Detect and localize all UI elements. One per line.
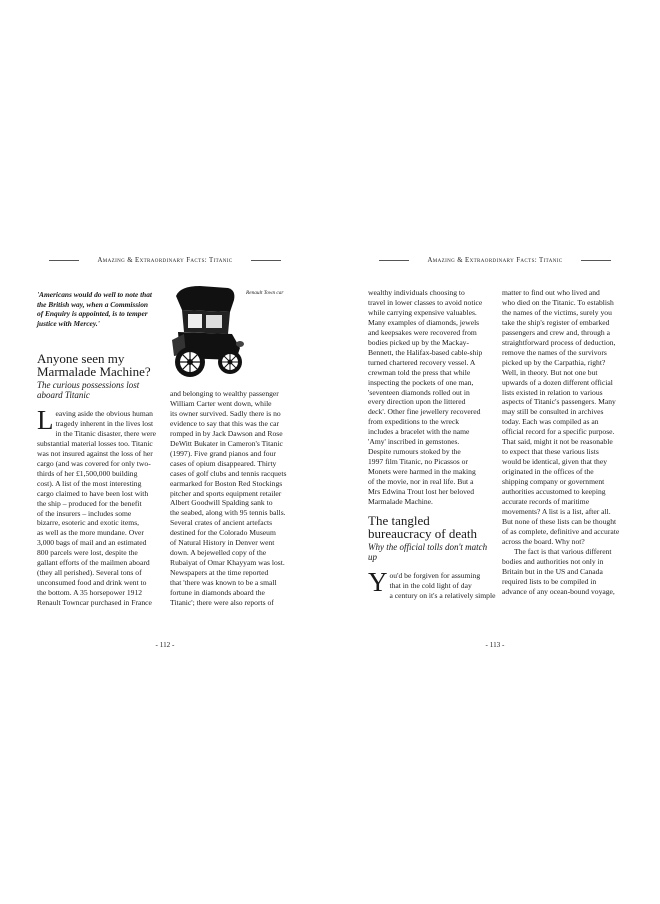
- text-line: matter to find out who lived and: [502, 288, 600, 297]
- text-line: was not insured against the loss of her: [37, 448, 153, 458]
- right-page: [330, 0, 660, 904]
- text-line: today. Each was compiled as an: [502, 417, 599, 427]
- text-line: destined for the Colorado Museum: [170, 528, 276, 538]
- text-line: earmarked for Boston Red Stockings: [170, 478, 283, 488]
- text-line: advance of any ocean-bound voyage,: [502, 586, 615, 596]
- text-line: that in the cold light of day: [389, 580, 472, 590]
- text-line: romped in by Jack Dawson and Rose: [170, 428, 283, 438]
- left-column-1: [37, 405, 162, 608]
- section-title: Anyone seen my Marmalade Machine?: [37, 351, 151, 379]
- text-line: unconsumed food and drink went to: [37, 578, 147, 588]
- text-line: the bottom. A 35 horsepower 1912: [37, 588, 143, 598]
- text-line: authorities accustomed to keeping: [502, 487, 606, 497]
- text-line: its owner survived. Sadly there is no: [170, 408, 281, 418]
- image-caption: Renault Town car: [246, 290, 284, 296]
- text-line: picked up by the Carpathia, right?: [502, 357, 606, 367]
- page-number: - 113 -: [485, 641, 505, 649]
- text-line: upwards of a dozen different official: [502, 377, 613, 387]
- text-line: Albert Goodwill Spalding sank to: [170, 498, 273, 508]
- text-line: shipping company or government: [502, 477, 605, 487]
- dropcap: Y: [368, 566, 388, 597]
- text-line: substantial material losses too. Titanic: [37, 438, 153, 448]
- text-line: take the ship's register of embarked: [502, 317, 610, 327]
- text-line: as well as the more mundane. Over: [37, 528, 144, 538]
- text-line: that 'there was known to be a small: [170, 578, 277, 588]
- text-line: of the insurers – includes some: [37, 508, 132, 518]
- text-line: the seabed, along with 95 tennis balls.: [170, 508, 286, 518]
- text-line: crewman told the press that while: [368, 367, 471, 377]
- text-line: William Carter went down, while: [170, 398, 272, 408]
- text-line: turned chartered recovery vessel. A: [368, 357, 476, 367]
- text-line: 'seventeen diamonds rolled out in: [368, 387, 470, 397]
- right-column-1: [368, 288, 496, 601]
- text-line: Rubaiyat of Omar Khayyam was lost.: [170, 558, 285, 568]
- text-line: and keepsakes were recovered from: [368, 327, 477, 337]
- text-line: (they all perished). Several tons of: [37, 568, 142, 578]
- text-line: of the movie, nor in real life. But a: [368, 477, 474, 487]
- text-line: Several crates of ancient artefacts: [170, 518, 273, 528]
- text-line: cargo (and was covered for only two-: [37, 458, 151, 468]
- text-line: eaving aside the obvious human: [55, 409, 153, 418]
- text-line: of as complete, definitive and accurate: [502, 526, 620, 536]
- text-line: tragedy inherent in the lives lost: [55, 418, 154, 428]
- text-line: down. A bejewelled copy of the: [170, 548, 267, 558]
- text-line: from expeditions to the wreck: [368, 417, 460, 427]
- running-head: [0, 257, 330, 264]
- text-line: (1997). Five grand pianos and four: [170, 448, 276, 458]
- section-heading: [37, 352, 162, 400]
- text-line: remove the names of the survivors: [502, 347, 607, 357]
- text-line: bizarre, esoteric and exotic items,: [37, 518, 140, 528]
- text-line: official record for a specific purpose.: [502, 427, 615, 437]
- text-line: cases of opium disappeared. Thirty: [170, 458, 277, 468]
- text-line: pitcher and sports equipment retailer: [170, 488, 282, 498]
- text-line: Renault Towncar purchased in France: [37, 598, 152, 608]
- text-line: Newspapers at the time reported: [170, 568, 269, 578]
- text-line: in the Titanic disaster, there were: [55, 428, 156, 438]
- running-head: [330, 257, 660, 264]
- text-line: cost). A list of the most interesting: [37, 478, 142, 488]
- text-line: required lists to be compiled in: [502, 576, 597, 586]
- running-head-text: Amazing & Extraordinary Facts: Titanic: [97, 257, 233, 264]
- text-line: Bennett, the Halifax-based cable-ship: [368, 347, 483, 357]
- text-line: Monets were harmed in the making: [368, 467, 476, 477]
- text-line: Mrs Edwina Trout lost her beloved: [368, 487, 475, 497]
- text-line: The fact is that various different: [514, 546, 612, 556]
- renault-car-illustration: [170, 282, 246, 382]
- text-line: of Natural History in Denver went: [170, 538, 275, 548]
- text-line: cases of golf clubs and tennis racquets: [170, 468, 287, 478]
- text-line: fortune in diamonds aboard the: [170, 588, 265, 598]
- text-line: would be identical, given that they: [502, 457, 608, 467]
- text-line: evidence to say that this was the car: [170, 418, 280, 428]
- text-line: aspects of Titanic's passengers. Many: [502, 397, 616, 407]
- section-subtitle: The curious possessions lost aboard Titanic: [37, 380, 140, 400]
- text-line: Well, in theory. But not one but: [502, 367, 598, 377]
- text-line: passengers and crew and, through a: [502, 327, 610, 337]
- text-line: and belonging to wealthy passenger: [170, 389, 279, 398]
- text-line: Britain but in the US and Canada: [502, 566, 603, 576]
- text-line: 'Amy' inscribed in gemstones.: [368, 437, 460, 447]
- right-column-2: [502, 288, 630, 597]
- text-line: who died on the Titanic. To establish: [502, 297, 614, 307]
- text-line: That said, might it not be reasonable: [502, 437, 613, 447]
- left-column-2: [170, 389, 298, 608]
- text-line: movements? A list is a list, after all.: [502, 506, 611, 516]
- text-line: across the board. Why not?: [502, 536, 585, 546]
- text-line: wealthy individuals choosing to: [368, 288, 465, 297]
- text-line: DeWitt Bukater in Cameron's Titanic: [170, 438, 283, 448]
- text-line: deck'. Other fine jewellery recovered: [368, 407, 481, 417]
- text-line: Many examples of diamonds, jewels: [368, 317, 480, 327]
- text-line: the names of the victims, surely you: [502, 307, 612, 317]
- section-title: The tangled bureaucracy of death: [368, 512, 477, 541]
- text-line: ou'd be forgiven for assuming: [389, 570, 481, 580]
- running-head-text: Amazing & Extraordinary Facts: Titanic: [427, 257, 563, 264]
- text-line: cargo claimed to have been lost with: [37, 488, 149, 498]
- text-line: to expect that these various lists: [502, 447, 599, 457]
- text-line: 1997 film Titanic, no Picassos or: [368, 457, 468, 467]
- text-line: bodies picked up by the Mackay-: [368, 337, 470, 347]
- text-line: lists existed in relation to various: [502, 387, 603, 397]
- text-line: Despite rumours stoked by the: [368, 447, 461, 457]
- text-line: bodies and authorities not only in: [502, 556, 604, 566]
- text-line: originated in the offices of the: [502, 467, 594, 477]
- text-line: while carrying expensive valuables.: [368, 307, 477, 317]
- section-heading: [368, 514, 496, 562]
- text-line: the ship – produced for the benefit: [37, 498, 142, 508]
- rule-right: [581, 260, 611, 261]
- text-line: inspecting the pockets of one man,: [368, 377, 474, 387]
- text-line: 3,000 bags of mail and an estimated: [37, 538, 147, 548]
- text-line: 800 parcels were lost, despite the: [37, 548, 138, 558]
- rule-left: [49, 260, 79, 261]
- text-line: accurate records of maritime: [502, 497, 590, 507]
- page-number: - 112 -: [155, 641, 175, 649]
- text-line: may still be consulted in archives: [502, 407, 604, 417]
- text-line: a century on it's a relatively simple: [389, 590, 496, 600]
- text-line: travel in lower classes to avoid notice: [368, 297, 483, 307]
- text-line: includes a bracelet with the name: [368, 427, 470, 437]
- text-line: thirds of her £1,500,000 building: [37, 468, 138, 478]
- rule-right: [251, 260, 281, 261]
- dropcap: L: [37, 405, 54, 435]
- text-line: straightforward process of deduction,: [502, 337, 616, 347]
- section-subtitle: Why the official tolls don't match up: [368, 541, 488, 562]
- pull-quote: 'Americans would do well to note that the British way, when a Commission of Enquiry is appointed, is to temper justice with Mercey.': [37, 290, 152, 328]
- text-line: Marmalade Machine.: [368, 497, 433, 507]
- text-line: gallant efforts of the mailmen aboard: [37, 558, 150, 568]
- text-line: But none of these lists can be thought: [502, 516, 617, 526]
- rule-left: [379, 260, 409, 261]
- text-line: Titanic'; there were also reports of: [170, 598, 274, 608]
- text-line: every direction upon the littered: [368, 397, 466, 407]
